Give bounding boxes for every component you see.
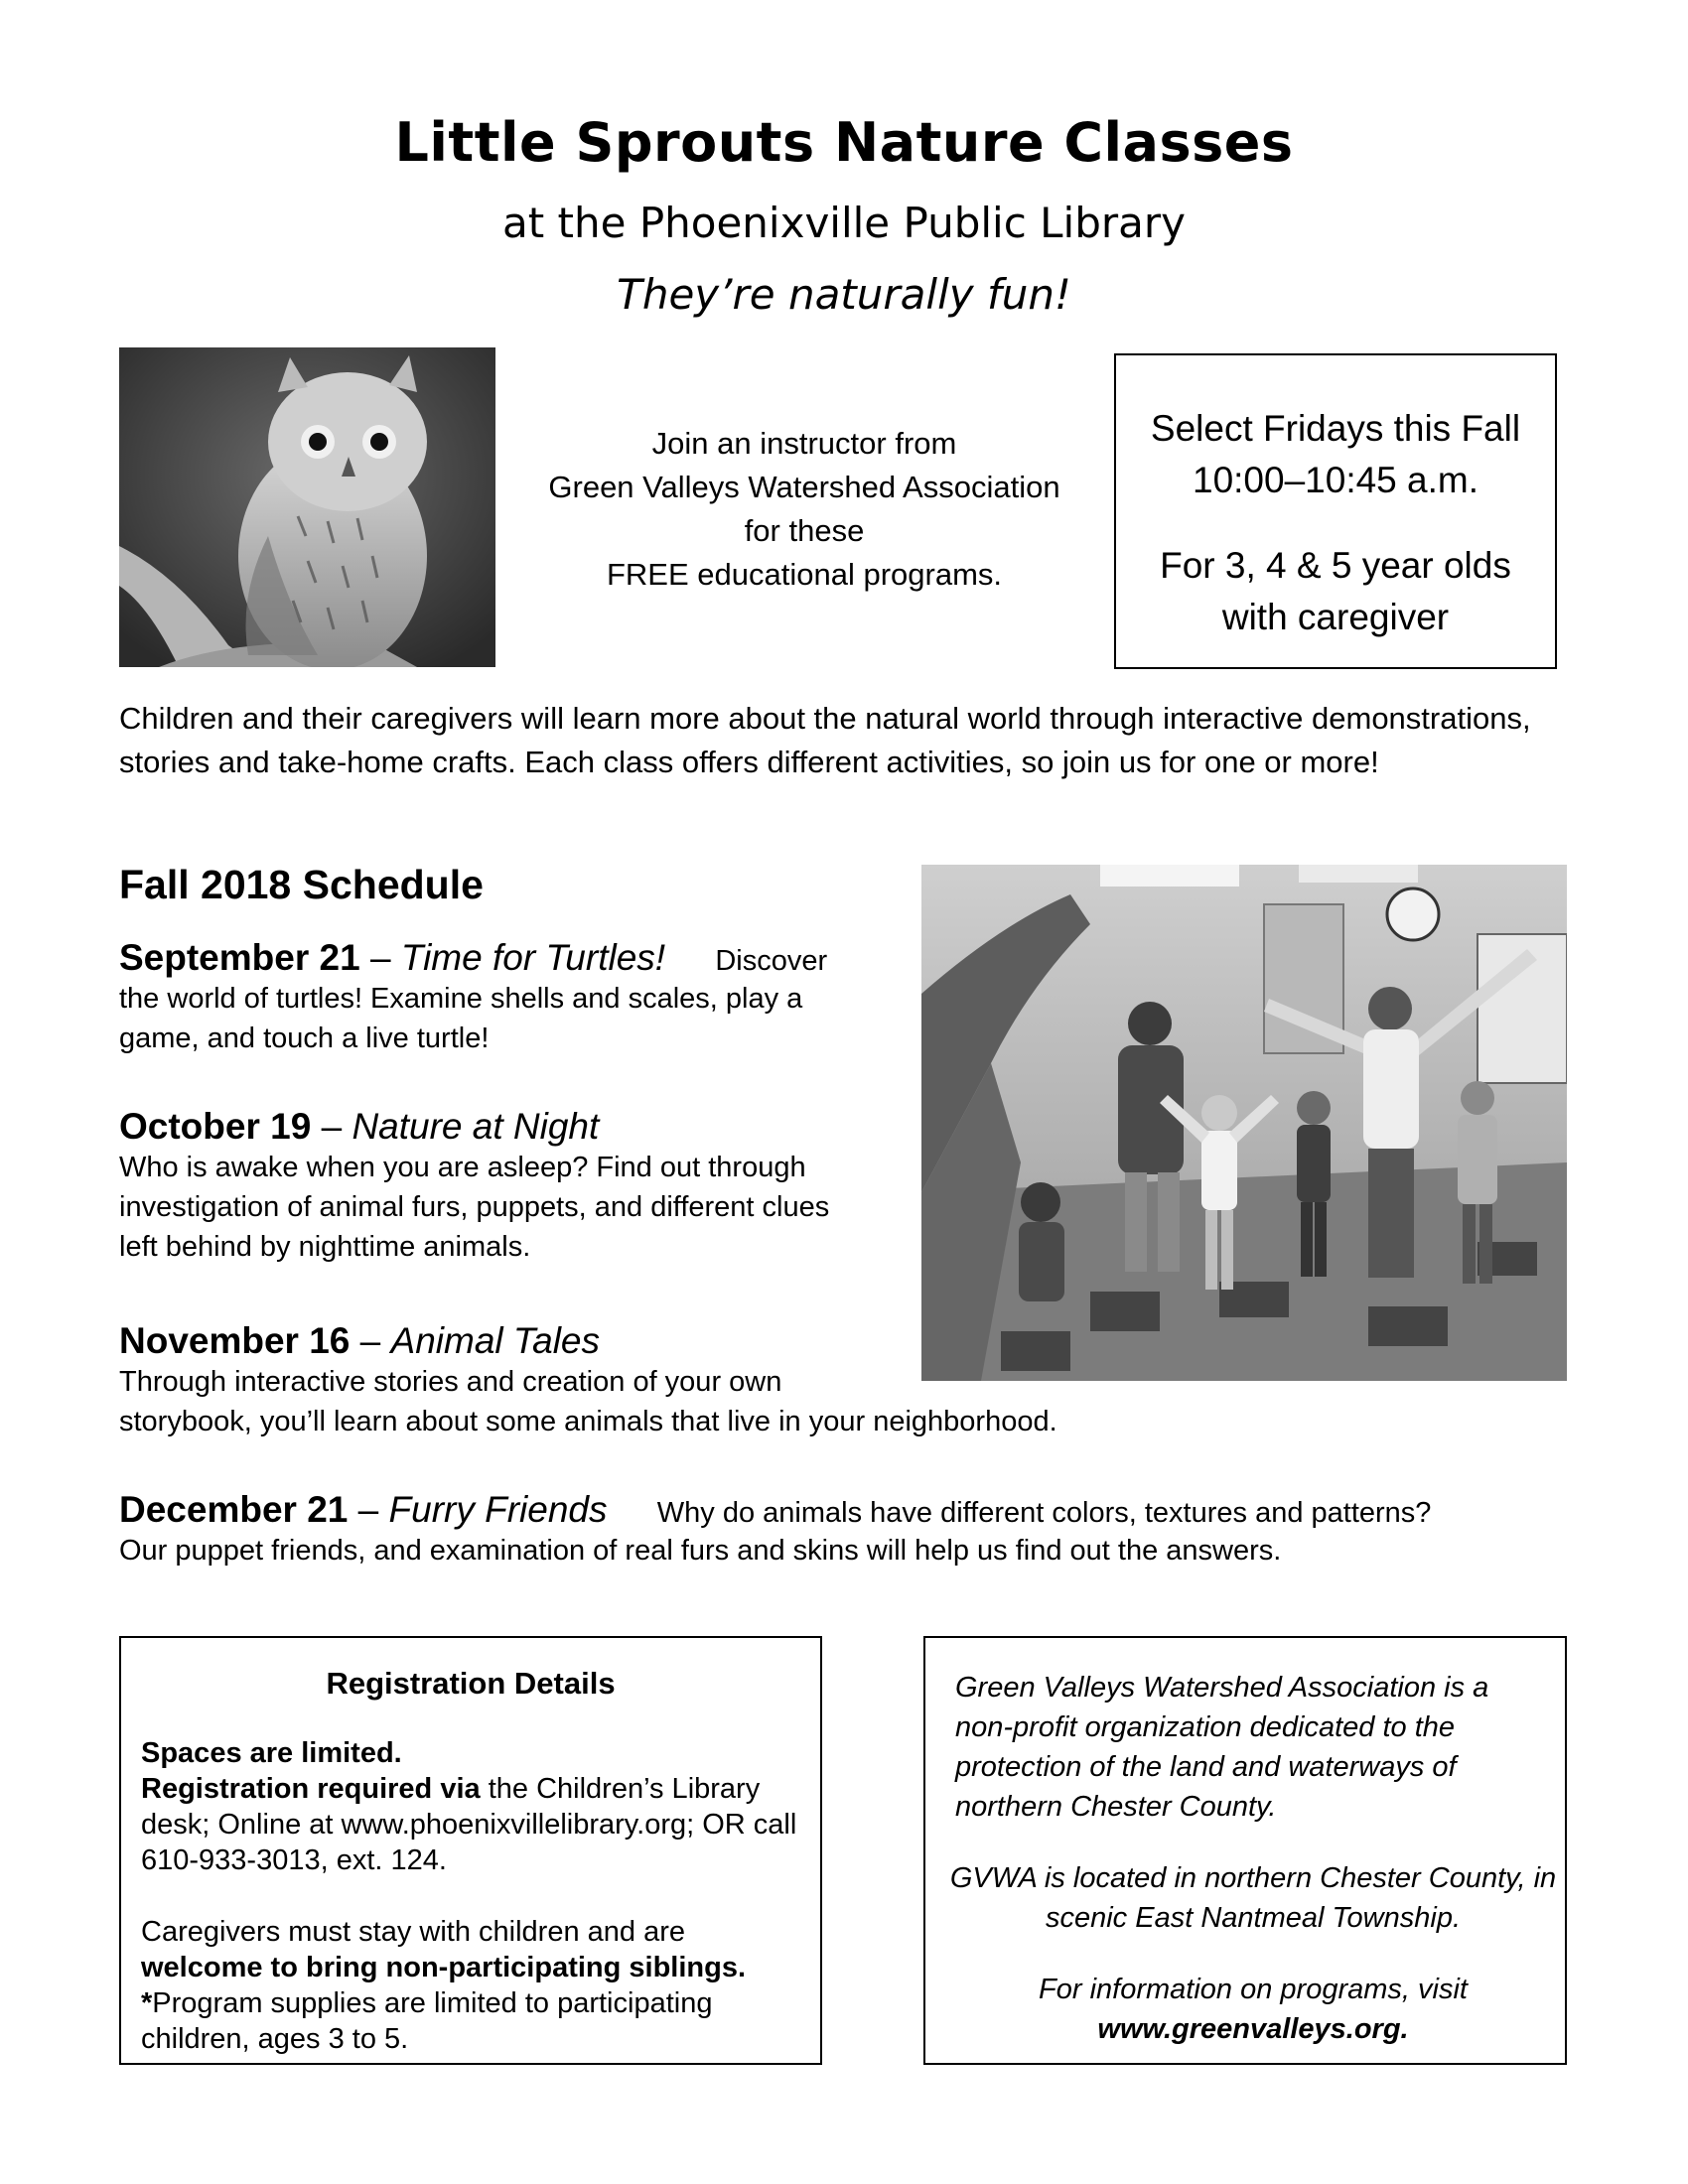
registration-required-label: Registration required via [141,1773,481,1805]
intro-line: Green Valleys Watershed Association [548,470,1060,504]
event-body: the world of turtles! Examine shells and scales, play a game, and touch a live turtle! [119,983,803,1054]
event-title-line [119,1106,874,1148]
intro-line: for these [744,513,865,548]
intro-text [516,422,1092,597]
event-title-line [119,1489,1569,1531]
event-name: Time for Turtles! [400,937,666,978]
registration-heading: Registration Details [326,1666,616,1701]
registration-required-text: the Children’s Library desk; Online at www.phoenixvillelibrary.org; OR call 610-933-3013, ext. 124. [141,1773,797,1876]
spaces-limited: Spaces are limited. [141,1737,402,1769]
supplies-text: Program supplies are limited to participating children, ages 3 to 5. [141,1987,713,2055]
event-body-line: storybook, you’ll learn about some animals that live in your neighborhood. [119,1406,1057,1437]
supplies-note [141,1985,806,2057]
class-photo [921,865,1567,1381]
event-dash: – [357,1489,379,1530]
page-subtitle: at the Phoenixville Public Library [501,199,1187,247]
gvwa-body [949,1668,1557,2049]
caregiver-line: with caregiver [1221,597,1450,637]
intro-line: Join an instructor from [651,426,957,461]
event-body-line: Through interactive stories and creation of your own [119,1366,782,1398]
event-date: October 19 [119,1106,312,1147]
event-name: Nature at Night [352,1106,600,1147]
event-date: December 21 [119,1489,349,1530]
schedule-heading: Fall 2018 Schedule [119,862,484,907]
event-december [119,1489,1569,1570]
registration-box [119,1636,822,2065]
age-range [1116,540,1555,643]
siblings-welcome: welcome to bring non-participating siblings. [141,1952,747,1983]
event-name: Furry Friends [388,1489,608,1530]
event-lead: Why do animals have different colors, textures and patterns? [656,1497,1432,1529]
event-body: Our puppet friends, and examination of real furs and skins will help us find out the answers. [119,1535,1282,1567]
event-date: November 16 [119,1320,351,1361]
class-illustration [921,865,1567,1381]
asterisk: * [141,1987,153,2019]
event-dash: – [321,1106,343,1147]
event-body: Who is awake when you are asleep? Find out through investigation of animal furs, puppets, and different clues left behind by nighttime animals. [119,1152,830,1263]
schedule-hours: 10:00–10:45 a.m. [1193,460,1478,500]
event-dash: – [359,1320,381,1361]
gvwa-website-link[interactable]: www.greenvalleys.org. [1097,2013,1409,2045]
event-september [119,937,874,1058]
event-date: September 21 [119,937,360,978]
owl-illustration [119,347,495,667]
schedule-days: Select Fridays this Fall [1150,408,1521,449]
gvwa-mission: Green Valleys Watershed Association is a non-profit organization dedicated to the protection of the land and waterways of northern Chester County. [955,1672,1489,1823]
gvwa-location: GVWA is located in northern Chester County, in scenic East Nantmeal Township. [949,1862,1557,1934]
event-title-line [119,937,874,979]
program-description: Children and their caregivers will learn more about the natural world through interactive demonstrations, stories and take-home crafts. Each class offers different activities, so join us for one or more! [119,701,1531,779]
event-name: Animal Tales [390,1320,600,1361]
gvwa-info-box [923,1636,1567,2065]
intro-line: FREE educational programs. [606,557,1003,592]
page-title: Little Sprouts Nature Classes [394,111,1294,174]
registration-body [141,1735,806,2057]
event-october [119,1106,874,1267]
event-lead: Discover [715,945,828,977]
registration-required [141,1771,806,1878]
schedule-times [1116,403,1555,506]
age-line: For 3, 4 & 5 year olds [1160,545,1511,586]
caregivers-note: Caregivers must stay with children and are [141,1916,686,1948]
schedule-info-box [1114,353,1557,669]
gvwa-info-prompt: For information on programs, visit [1039,1974,1468,2005]
owl-photo [119,347,495,667]
event-dash: – [369,937,391,978]
tagline: They’re naturally fun! [617,270,1071,319]
